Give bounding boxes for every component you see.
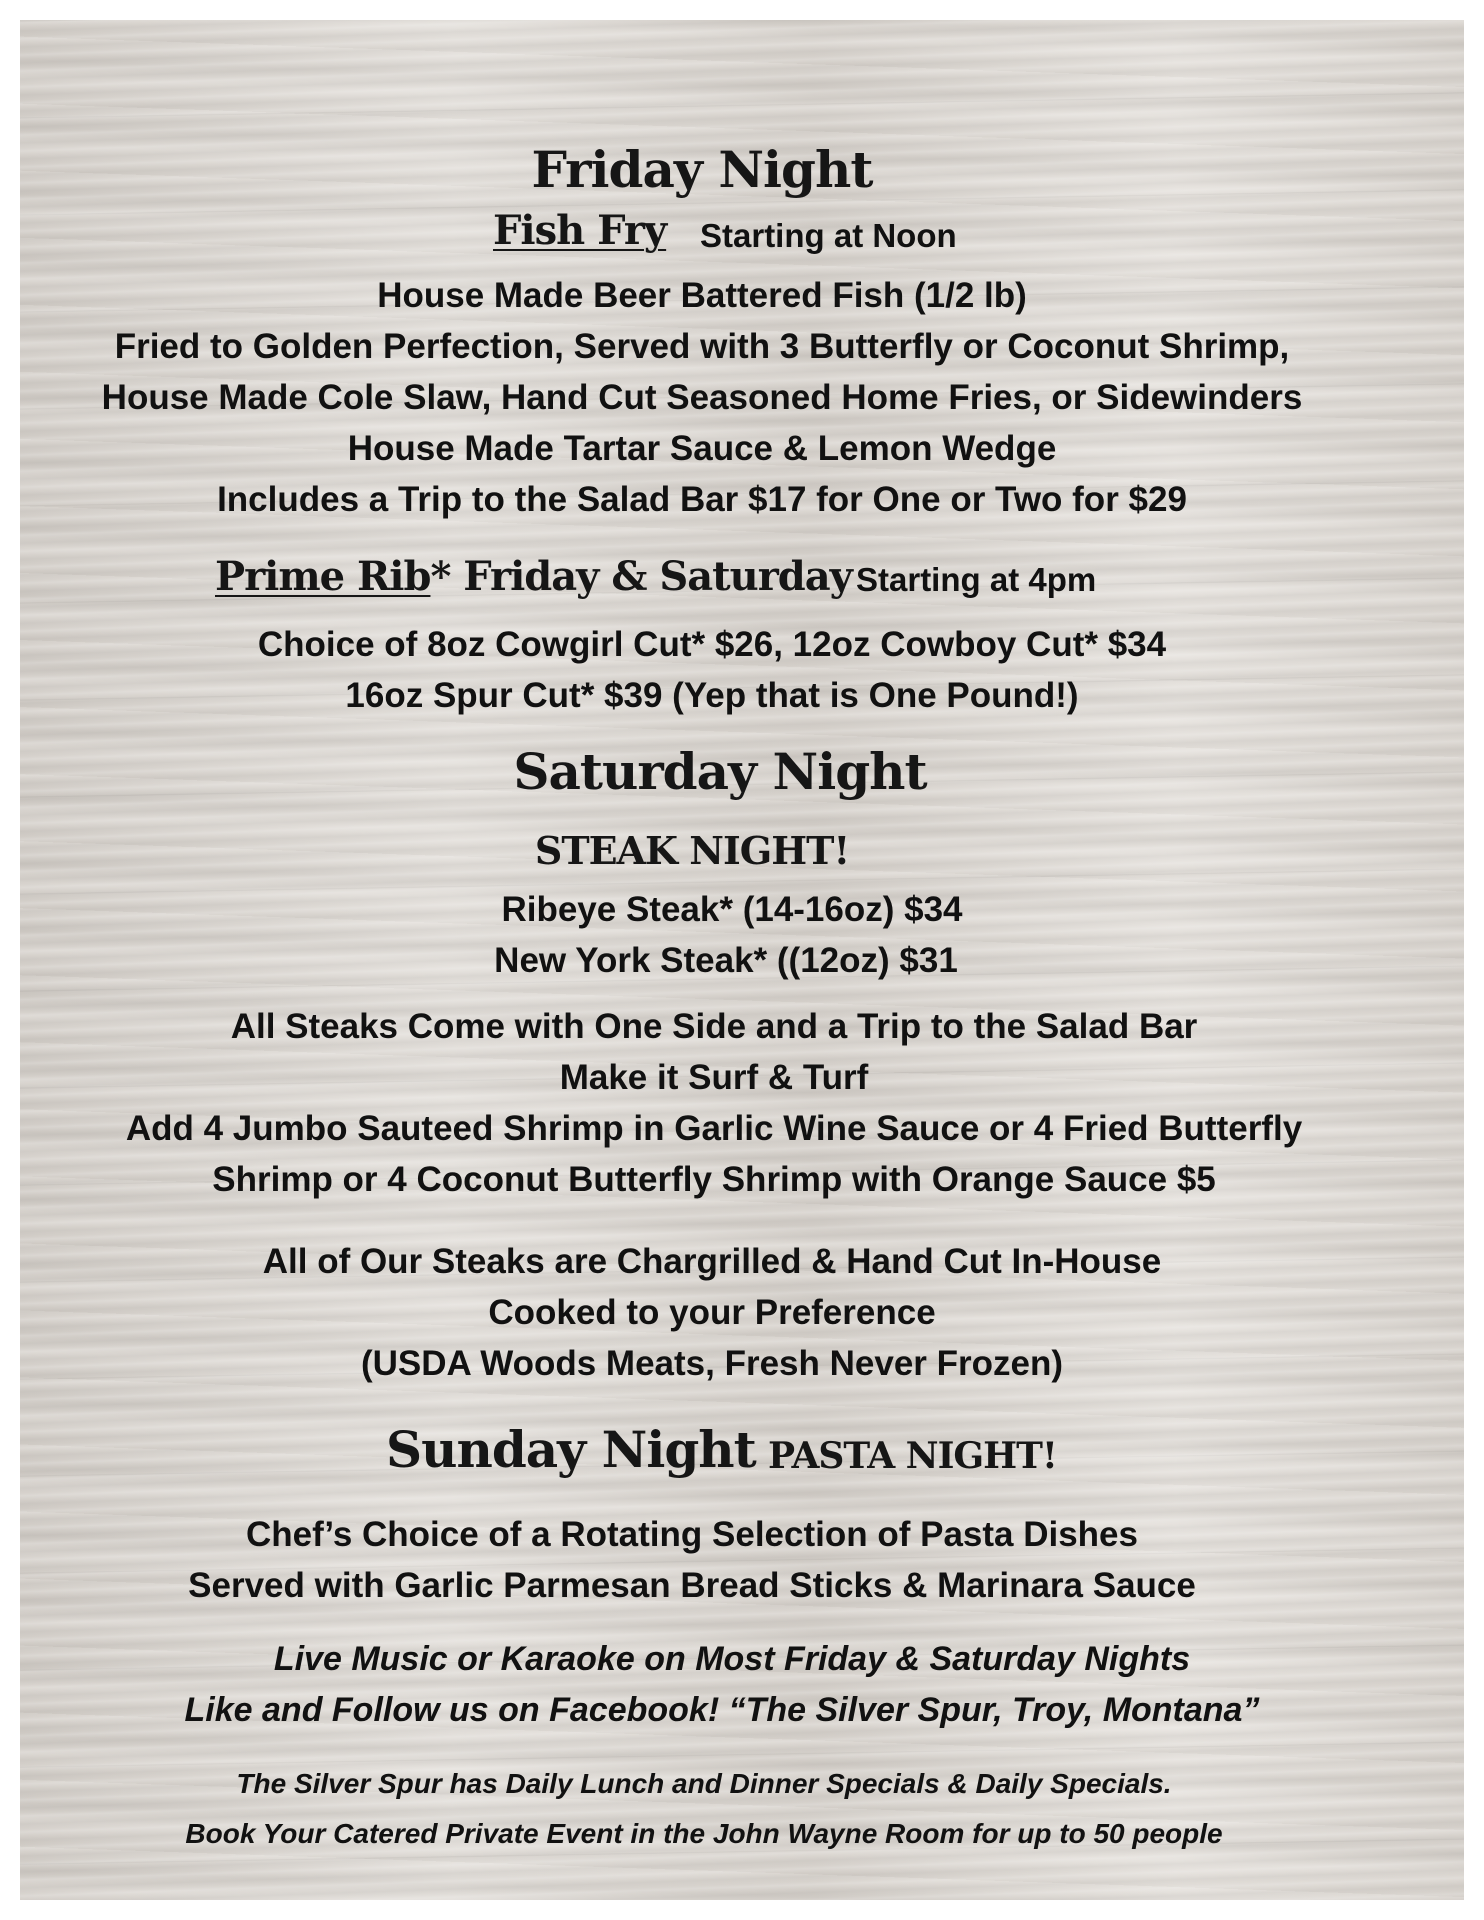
fish-line-3: House Made Cole Slaw, Hand Cut Seasoned Home Fries, or Sidewinders: [101, 378, 1303, 417]
facebook-line: Like and Follow us on Facebook! “The Silver Spur, Troy, Montana”: [184, 1691, 1260, 1729]
fish-line-5: Includes a Trip to the Salad Bar $17 for One or Two for $29: [217, 480, 1187, 519]
new-york-steak-line: New York Steak* ((12oz) $31: [494, 941, 958, 980]
prime-rib-days: * Friday & Saturday: [430, 553, 852, 600]
prime-rib-title: Prime Rib: [215, 553, 431, 600]
private-event-line: Book Your Catered Private Event in the John Wayne Room for up to 50 people: [185, 1818, 1223, 1849]
surf-line-1: All Steaks Come with One Side and a Trip to the Salad Bar: [230, 1007, 1198, 1046]
friday-night-heading: Friday Night: [531, 140, 873, 199]
fish-fry-heading: Fish Fry: [493, 207, 667, 254]
ribeye-steak-line: Ribeye Steak* (14-16oz) $34: [501, 890, 963, 929]
prime-rib-line-2: 16oz Spur Cut* $39 (Yep that is One Pound!): [345, 676, 1079, 715]
steak-night-heading: STEAK NIGHT!: [534, 828, 850, 873]
fish-fry-time: Starting at Noon: [700, 217, 957, 254]
pasta-line-1: Chef’s Choice of a Rotating Selection of Pasta Dishes: [245, 1515, 1138, 1554]
quality-line-3: (USDA Woods Meats, Fresh Never Frozen): [360, 1344, 1064, 1383]
daily-specials-line: The Silver Spur has Daily Lunch and Dinner Specials & Daily Specials.: [236, 1768, 1172, 1799]
quality-line-2: Cooked to your Preference: [488, 1293, 936, 1332]
sunday-night-heading: Sunday Night: [386, 1420, 756, 1479]
prime-rib-heading: [215, 553, 852, 600]
pasta-line-2: Served with Garlic Parmesan Bread Sticks & Marinara Sauce: [188, 1566, 1196, 1605]
pasta-night-heading: PASTA NIGHT!: [768, 1435, 1057, 1477]
live-music-line: Live Music or Karaoke on Most Friday & Saturday Nights: [273, 1640, 1191, 1678]
surf-line-3: Add 4 Jumbo Sauteed Shrimp in Garlic Wine Sauce or 4 Fried Butterfly: [125, 1109, 1303, 1148]
surf-line-4: Shrimp or 4 Coconut Butterfly Shrimp with Orange Sauce $5: [212, 1160, 1216, 1199]
quality-line-1: All of Our Steaks are Chargrilled & Hand Cut In-House: [262, 1242, 1162, 1281]
prime-rib-line-1: Choice of 8oz Cowgirl Cut* $26, 12oz Cowboy Cut* $34: [257, 625, 1167, 664]
prime-rib-time: Starting at 4pm: [856, 561, 1097, 598]
fish-line-1: House Made Beer Battered Fish (1/2 lb): [377, 276, 1027, 315]
fish-line-2: Fried to Golden Perfection, Served with 3 Butterfly or Coconut Shrimp,: [114, 327, 1290, 366]
fish-line-4: House Made Tartar Sauce & Lemon Wedge: [347, 429, 1057, 468]
surf-line-2: Make it Surf & Turf: [559, 1058, 869, 1097]
saturday-night-heading: Saturday Night: [513, 742, 927, 801]
